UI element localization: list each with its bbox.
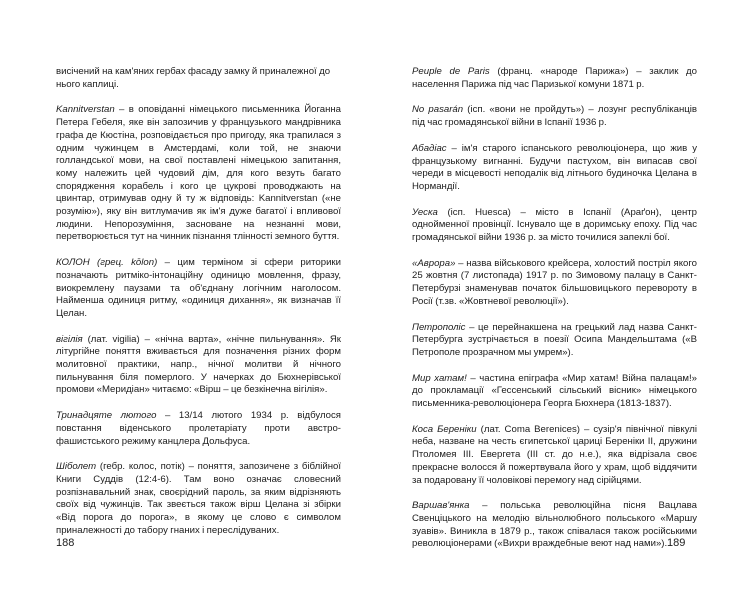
entry-coma-berenices: [412, 424, 697, 488]
entry-term: «Аврора»: [412, 257, 456, 269]
entry-vigilia: [56, 334, 341, 398]
entry-text: – в оповіданні німецького письменника Йоганна Петера Гебеля, яке він запозичив у французького мандрівника графа де Кюстіна, розповідається про пригоду, яка трапилася з одним чужинцем в Амстердамі, коли той, не знаючи голландської мови, на свої поставлені німецькою запитання, кому належить цей чудовий дім, для кого везуть багато спорядження корабель і кого це цукрові проводжають на цвинтар, отримував одну й ту ж відповідь: Kannitverstan («не розумію»), яку він витлумачив як ім'я дуже багатої і впливової людини. Непорозуміння, засноване на незнанні мови, перетворюється тут на чинник пізнання тлінності земного буття.: [56, 104, 341, 243]
entry-term: Петрополіс: [412, 321, 466, 333]
entry-february: [56, 410, 341, 448]
entry-term: КОЛОН (грец. kōlon): [56, 257, 158, 269]
entry-warszawianka: [412, 500, 697, 551]
entry-text: – цим терміном зі сфери риторики позначають ритміко-інтонаційну одиницю мовлення, фразу, виокремлену паузами та об'єднану логічним наголосом. Найменша одиниця ритму, «одиниця дихання», як визначав її Целан.: [56, 257, 341, 319]
entry-term: Варшав'янка: [412, 500, 470, 512]
entry-text: – назва військового крейсера, холостий постріл якого 25 жовтня (7 листопада) 1917 р. по Зимовому палацу в Санкт-Петербурзі знаменував початок більшовицького перевороту в Росії (т.зв. «Жовтневої революції»).: [412, 257, 697, 307]
entry-left-0: [56, 66, 341, 91]
entry-text: (франц. «народе Парижа») – заклик до населення Парижа під час Паризької комуни 1871 р.: [412, 66, 697, 90]
entry-text: висічений на кам'яних гербах фасаду замку й приналежної до нього каплиці.: [56, 66, 331, 90]
entry-text: (ісп. «вони не пройдуть») – лозунг республіканців під час громадянської війни в Іспанії 1936 р.: [412, 104, 697, 129]
entry-text: (гебр. колос, потік) – поняття, запозичене з біблійної Книги Суддів (12:4-6). Там воно означає словесний розпізнавальний знак, своєрідний пароль, за яким відрізняють своїх від чужинців. Так звеється також вірш Целана зі збірки «Від порога до порога», в якому це слово є символом приналежності до табору гнаних і переслідуваних.: [56, 461, 341, 536]
entry-text: – польська революційна пісня Вацлава Свенціцького на мелодію вільнолюбного польського «Маршу зуавів». Виникла в 1879 р., також співалася також російськими революціонерами («Вихри враждебные веют над нами»).: [412, 500, 697, 550]
page-number-left: 188: [56, 537, 75, 549]
entry-text: – 13/14 лютого 1934 р. відбулося повстання віденського пролетаріату проти австро-фашистського режиму канцлера Дольфуса.: [56, 410, 341, 447]
entry-text: (лат. Coma Berenices) – сузір'я північної півкулі неба, назване на честь єгипетської цариці Береніки II, дружини Птоломея III. Евергета (III ст. до н.е.), яка відрізала своє прекрасне волосся й пожертвувала його у храм, щоб віддячити за подаровану її чоловікові перемогу над сірійцями.: [412, 423, 698, 486]
entry-kolon: [56, 257, 341, 321]
entry-shibboleth: [56, 461, 341, 537]
entry-aurora: [412, 258, 697, 309]
entry-text: – ім'я старого іспанського революціонера, що жив у французькому вигнанні. Будучи пастухом, він випасав свої череди в місцевості неподалік від літнього будиночка Целана в Нормандії.: [412, 142, 697, 192]
entry-text: – частина епіграфа «Мир хатам! Війна палацам!» до прокламації «Гессенський сільський вісник» німецького письменника-революціонера Георга Бюхнера (1813-1837).: [412, 372, 697, 410]
entry-abadias: [412, 143, 697, 194]
page-number-right: 189: [667, 537, 686, 549]
entry-term: Тринадцяте лютого: [56, 410, 157, 422]
entry-term: Шіболет: [56, 461, 97, 473]
entry-term: Коса Береніки: [412, 423, 477, 435]
entry-no-pasaran: [412, 104, 697, 129]
entry-term: Абадіас: [412, 142, 447, 154]
entry-huesca: [412, 207, 697, 245]
entry-term: Peuple de Paris: [412, 66, 490, 77]
entry-petropolis: [412, 322, 697, 360]
entry-text: – це перейнакшена на грецький лад назва Санкт-Петербурга зустрічається в поезії Осипа Мандельштама («В Петрополе прозрачном мы умрем»).: [412, 321, 697, 358]
entry-text: (ісп. Huesca) – місто в Іспанії (Араґон), центр однойменної провінції. Існувало ще в доримську епоху. Під час громадянської війни 1936 р. за місто точилися запеклі бої.: [412, 206, 697, 244]
entry-text: (лат. vigilia) – «нічна варта», «нічне пильнування». Як літургійне поняття вживається для позначення різних форм молитовної практики, напр., нічної молитви й нічного пильнування біля померлого. У начерках до Бюхнерівської промови «Меридіан» читаємо: «Вірш – це безкінечна вігілія».: [56, 333, 341, 396]
entry-term: вігілія: [56, 333, 83, 345]
entry-term: Уеска: [412, 206, 438, 218]
right-page: [412, 66, 697, 564]
entry-term: Kannitverstan: [56, 104, 115, 116]
entry-kannitverstan: [56, 104, 341, 244]
entry-term: Мир хатам!: [412, 372, 467, 384]
entry-peuple-de-paris: [412, 66, 697, 91]
entry-term: No pasarán: [412, 104, 464, 116]
entry-peace-to-huts: [412, 373, 697, 411]
left-page: [56, 66, 341, 551]
